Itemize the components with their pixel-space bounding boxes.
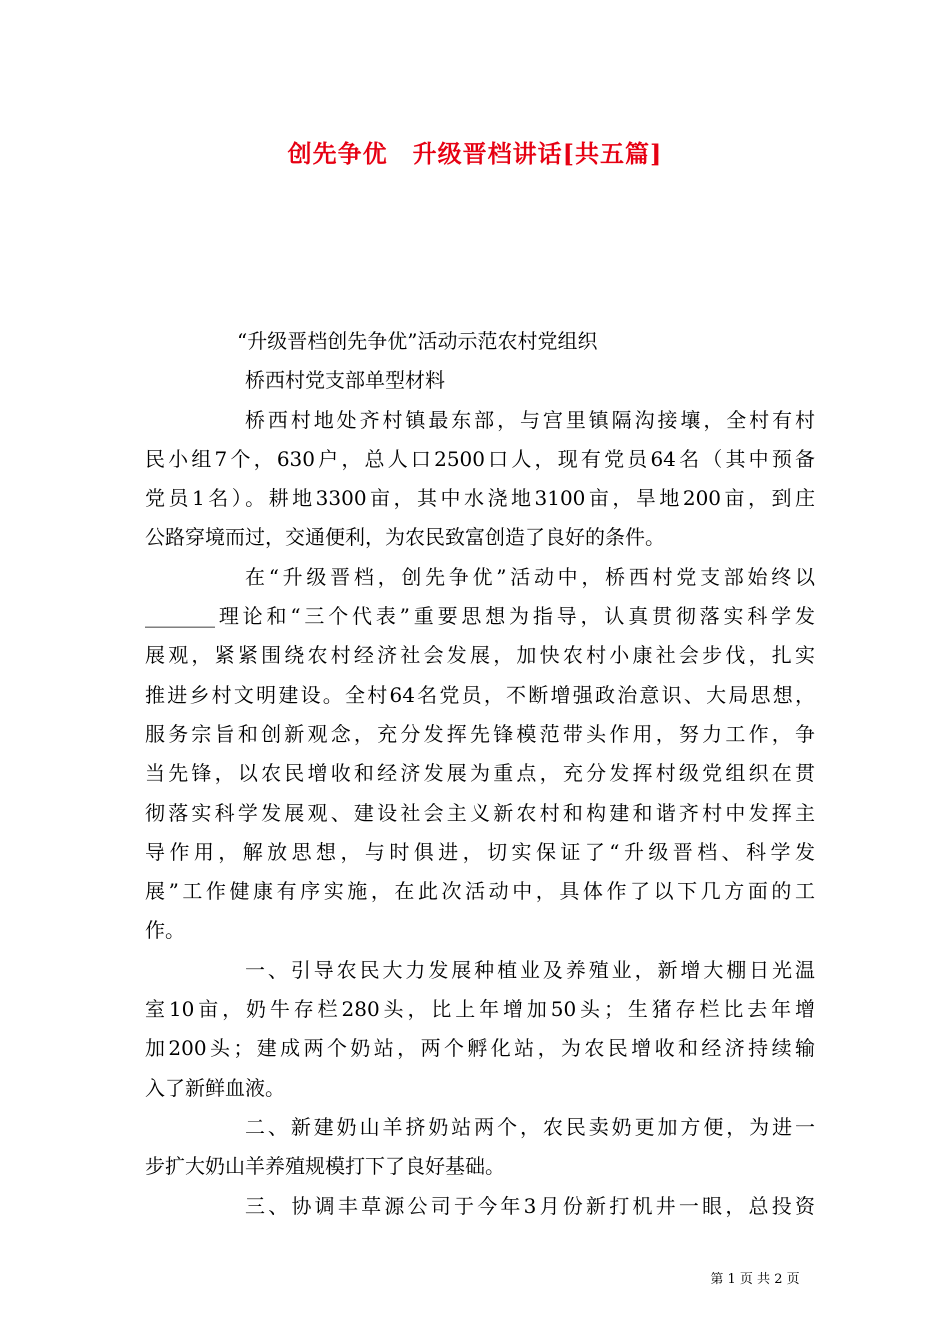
heading-line-2: 桥西村党支部单型材料 [245, 368, 445, 393]
paragraph-5 [145, 1187, 815, 1226]
heading-line-1: “升级晋档创先争优”活动示范农村党组织 [237, 329, 598, 353]
paragraph-line: 作。 [145, 918, 185, 943]
paragraph-line: 一、引导农民大力发展种植业及养殖业，新增大棚日光温 [245, 957, 815, 982]
paragraph-line: 展观，紧紧围绕农村经济社会发展，加快农村小康社会步伐，扎实 [145, 643, 815, 668]
paragraph-line: 加200头；建成两个奶站，两个孵化站，为农民增收和经济持续输 [145, 1036, 815, 1061]
paragraph-3 [145, 951, 815, 1108]
paragraph-line: 公路穿境而过，交通便利，为农民致富创造了良好的条件。 [145, 525, 665, 550]
paragraph-line: 推进乡村文明建设。全村64名党员，不断增强政治意识、大局思想， [145, 682, 815, 707]
paragraph-1 [145, 401, 815, 558]
paragraph-line: _______理论和“三个代表”重要思想为指导，认真贯彻落实科学发 [145, 604, 815, 629]
paragraph-line: 步扩大奶山羊养殖规模打下了良好基础。 [145, 1154, 505, 1179]
page-footer: 第 1 页 共 2 页 [710, 1272, 800, 1287]
paragraph-4 [145, 1108, 815, 1187]
paragraph-line: 导作用，解放思想，与时俱进，切实保证了“升级晋档、科学发 [145, 839, 815, 864]
paragraph-line: 民小组7个，630户，总人口2500口人，现有党员64名（其中预备 [145, 446, 815, 471]
paragraph-line: 当先锋，以农民增收和经济发展为重点，充分发挥村级党组织在贯 [145, 761, 815, 786]
paragraph-2 [145, 558, 815, 951]
paragraph-line: 桥西村地处齐村镇最东部，与宫里镇隔沟接壤，全村有村 [245, 407, 815, 432]
paragraph-line: 二、新建奶山羊挤奶站两个，农民卖奶更加方便，为进一 [245, 1114, 815, 1139]
paragraph-line: 党员1名）。耕地3300亩，其中水浇地3100亩，旱地200亩，到庄 [145, 486, 815, 511]
document-body [145, 322, 815, 1226]
paragraph-line: 服务宗旨和创新观念，充分发挥先锋模范带头作用，努力工作，争 [145, 721, 815, 746]
paragraph-line: 在“升级晋档，创先争优”活动中，桥西村党支部始终以 [245, 564, 815, 589]
paragraph-line: 入了新鲜血液。 [145, 1075, 285, 1100]
paragraph-line: 彻落实科学发展观、建设社会主义新农村和构建和谐齐村中发挥主 [145, 800, 815, 825]
document-title: 创先争优 升级晋档讲话[共五篇] [287, 139, 663, 168]
paragraph-line: 室10亩，奶牛存栏280头，比上年增加50头；生猪存栏比去年增 [145, 997, 815, 1022]
paragraph-line: 三、协调丰草源公司于今年3月份新打机井一眼，总投资 [245, 1193, 815, 1218]
paragraph-line: 展”工作健康有序实施，在此次活动中，具体作了以下几方面的工 [145, 879, 815, 904]
